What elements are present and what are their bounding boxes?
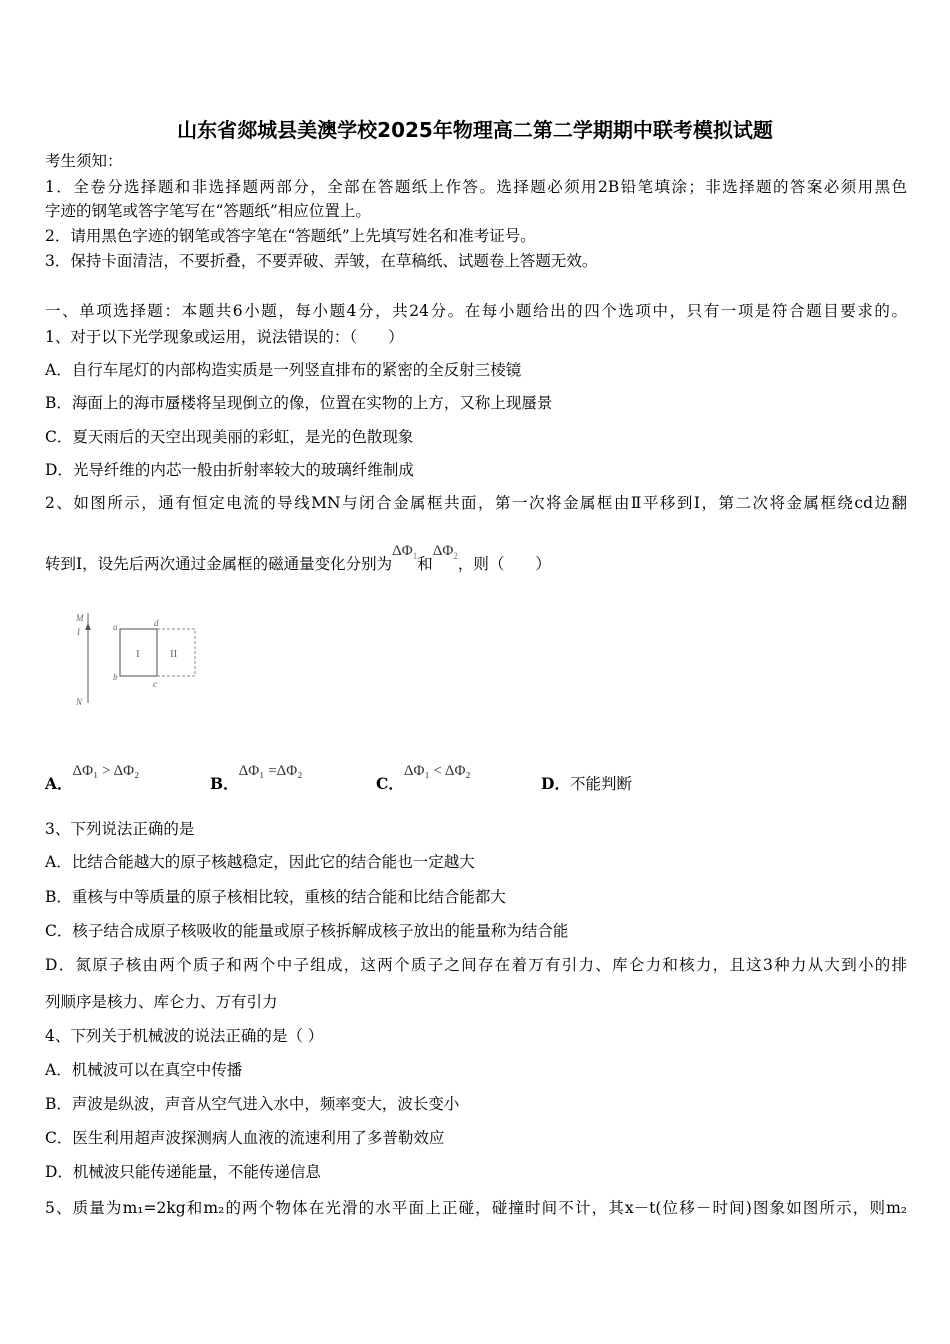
phi1-sub: 1 <box>412 551 418 561</box>
option: C．核子结合成原子核吸收的能量或原子核拆解成核子放出的能量称为结合能 <box>45 922 569 940</box>
notice-item: 字迹的钢笔或答字笔写在“答题纸”相应位置上。 <box>45 202 371 220</box>
phi2-symbol: ΔΦ <box>432 543 454 559</box>
stem-text: 转到I，设先后两次通过金属框的磁通量变化分别为 <box>45 555 393 573</box>
notice-item: 1．全卷分选择题和非选择题两部分，全部在答题纸上作答。选择题必须用2B铅笔填涂；非选择题的答案必须用黑色 <box>45 178 907 196</box>
label-region-1: I <box>136 648 140 660</box>
option-cont: 列顺序是核力、库仑力、万有引力 <box>45 993 278 1011</box>
option-label: A． <box>45 774 73 793</box>
option-expr: ΔΦ₁ =ΔΦ₂ <box>238 763 303 779</box>
option: A．机械波可以在真空中传播 <box>45 1061 243 1079</box>
option-expr: ΔΦ₁ > ΔΦ₂ <box>72 763 140 779</box>
page-title: 山东省郯城县美澳学校2025年物理高二第二学期期中联考模拟试题 <box>177 118 773 142</box>
notice-item: 3．保持卡面清洁，不要折叠，不要弄破、弄皱，在草稿纸、试题卷上答题无效。 <box>45 252 598 270</box>
option: D．机械波只能传递能量，不能传递信息 <box>45 1163 321 1181</box>
label-a: a <box>113 622 118 632</box>
phi1 <box>392 543 417 559</box>
label-d: d <box>154 618 159 628</box>
option: A．自行车尾灯的内部构造实质是一列竖直排布的紧密的全反射三棱镜 <box>45 361 522 379</box>
option: D．氮原子核由两个质子和两个中子组成，这两个质子之间存在着万有引力、库仑力和核力，且这3种力从大到小的排 <box>45 956 907 974</box>
question-stem: 5、质量为m₁=2kg和m₂的两个物体在光滑的水平面上正碰，碰撞时间不计，其x－t(位移－时间)图象如图所示，则m₂ <box>45 1199 907 1217</box>
phi1-symbol: ΔΦ <box>392 543 413 559</box>
question-stem: 4、下列关于机械波的说法正确的是（ ） <box>45 1027 324 1045</box>
and-text: 和 <box>417 555 433 573</box>
option: B．声波是纵波，声音从空气进入水中，频率变大，波长变小 <box>45 1095 460 1113</box>
option-label: D． <box>541 774 570 793</box>
wire-frame-diagram <box>70 605 210 715</box>
notice-item: 2．请用黑色字迹的钢笔或答字笔在“答题纸”上先填写姓名和准考证号。 <box>45 227 536 245</box>
option-b <box>210 763 303 794</box>
section-heading: 一、单项选择题：本题共6小题，每小题4分，共24分。在每小题给出的四个选项中，只有一项是符合题目要求的。 <box>45 302 907 320</box>
option: B．海面上的海市蜃楼将呈现倒立的像，位置在实物的上方，又称上现蜃景 <box>45 394 553 412</box>
option-label: C． <box>376 774 404 793</box>
option-expr: 不能判断 <box>569 775 632 793</box>
option: A．比结合能越大的原子核越稳定，因此它的结合能也一定越大 <box>45 853 475 871</box>
label-m: M <box>76 613 84 623</box>
label-c: c <box>153 679 157 689</box>
option: C．夏天雨后的天空出现美丽的彩虹，是光的色散现象 <box>45 428 414 446</box>
stem-text: ，则（ ） <box>457 555 551 573</box>
option-expr: ΔΦ₁ < ΔΦ₂ <box>403 763 471 779</box>
phi2-sub: 2 <box>453 551 458 561</box>
label-n: N <box>76 697 83 707</box>
option-d <box>541 772 632 794</box>
option-a <box>45 763 140 794</box>
option: C．医生利用超声波探测病人血液的流速利用了多普勒效应 <box>45 1129 445 1147</box>
option: B．重核与中等质量的原子核相比较，重核的结合能和比结合能都大 <box>45 888 506 906</box>
option-label: B． <box>210 774 239 793</box>
label-current: I <box>77 627 80 637</box>
label-b: b <box>113 672 118 682</box>
notice-heading: 考生须知： <box>45 152 123 170</box>
label-region-2: II <box>170 648 178 660</box>
option-c <box>376 763 471 794</box>
question-stem: 2、如图所示，通有恒定电流的导线MN与闭合金属框共面，第一次将金属框由Ⅱ平移到I，第二次将金属框绕cd边翻 <box>45 494 907 512</box>
question-stem: 3、下列说法正确的是 <box>45 820 195 838</box>
current-arrow-icon <box>85 623 91 630</box>
question-stem: 1、对于以下光学现象或运用，说法错误的：（ ） <box>45 328 404 346</box>
phi2 <box>433 543 458 559</box>
option: D．光导纤维的内芯一般由折射率较大的玻璃纤维制成 <box>45 461 414 479</box>
